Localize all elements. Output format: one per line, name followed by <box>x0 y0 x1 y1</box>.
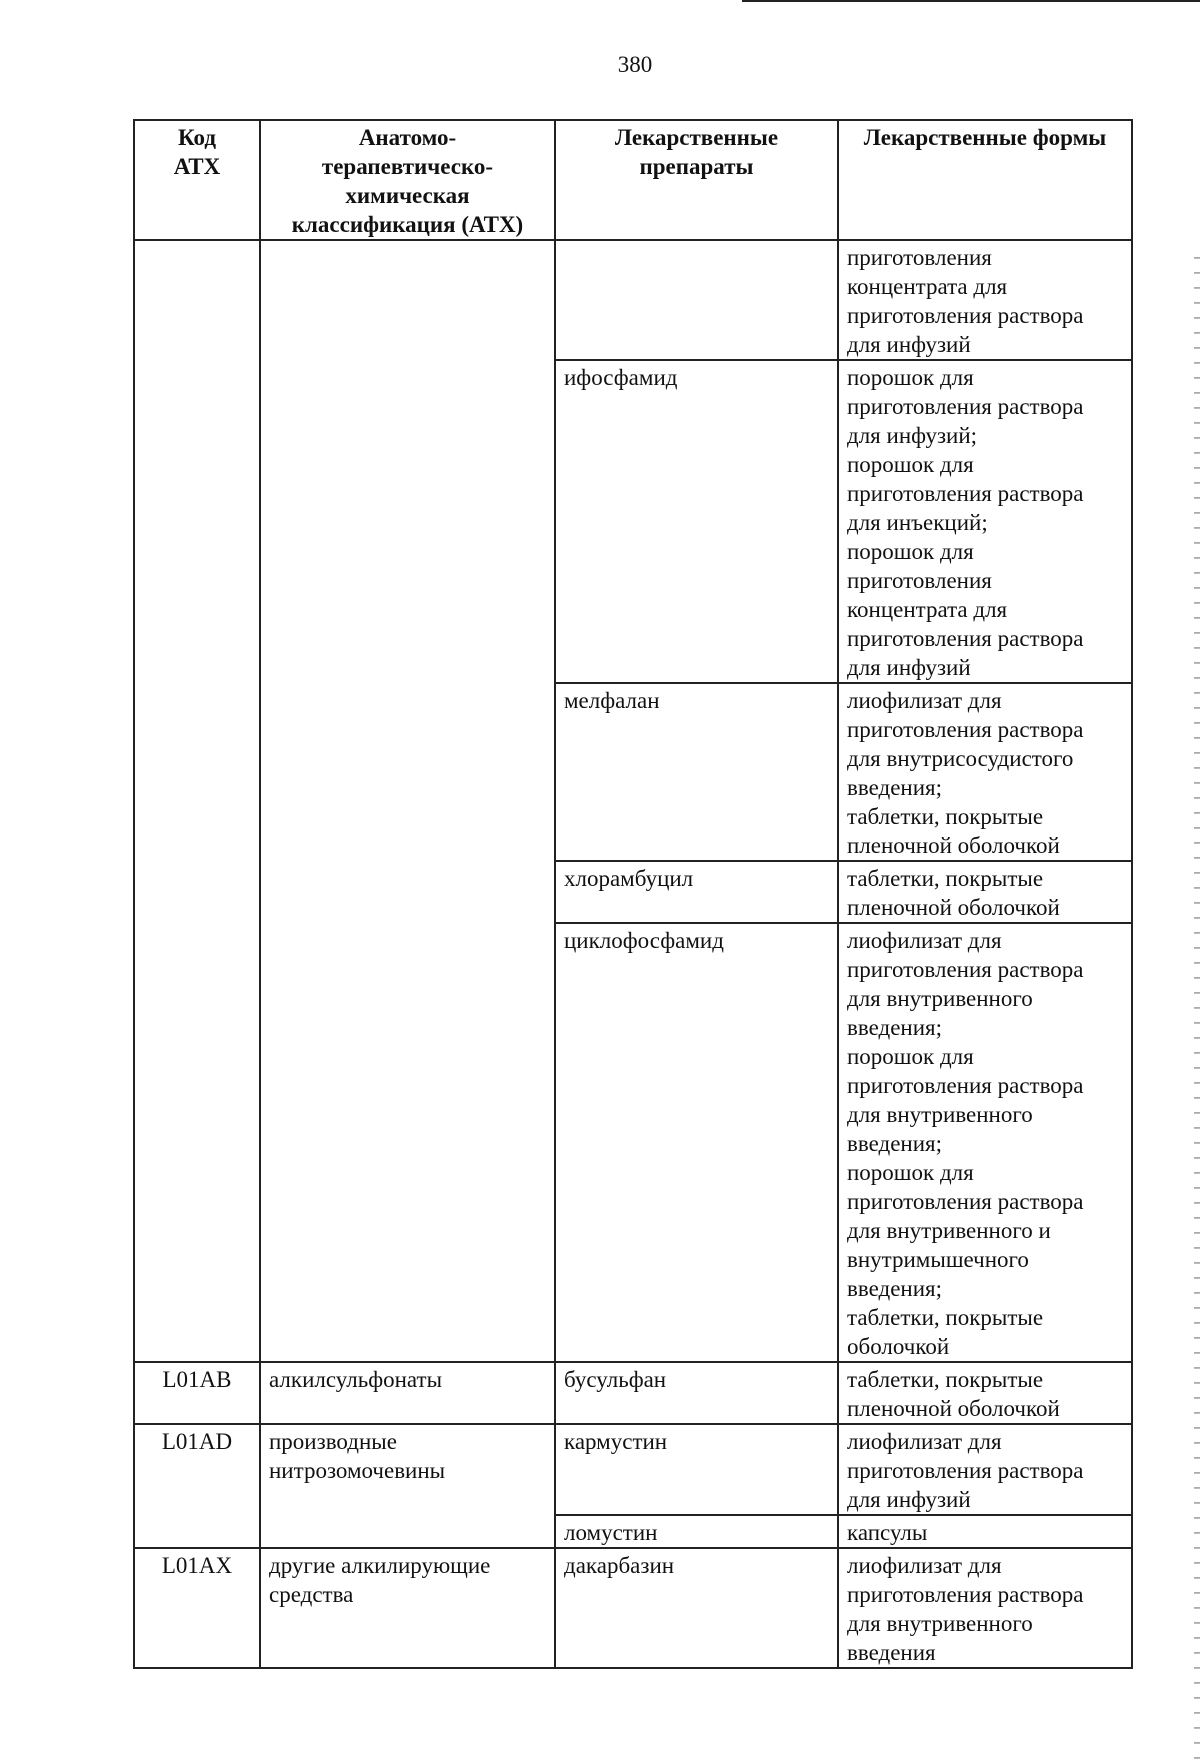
table-row <box>134 1424 1132 1515</box>
cell-drug: мелфалан <box>555 683 838 861</box>
cell-drug: кармустин <box>555 1424 838 1515</box>
table-header-row <box>134 120 1132 240</box>
cell-drug: дакарбазин <box>555 1548 838 1668</box>
cell-drug: ломустин <box>555 1515 838 1548</box>
cell-group <box>260 240 555 1362</box>
cell-forms: лиофилизат для приготовления раствора для внутривенного введения <box>838 1548 1132 1668</box>
header-forms: Лекарственные формы <box>838 120 1132 240</box>
cell-drug: бусульфан <box>555 1362 838 1424</box>
scan-edge-artifact <box>1194 250 1200 1760</box>
table-row <box>134 1362 1132 1424</box>
cell-forms: таблетки, покрытые пленочной оболочкой <box>838 861 1132 923</box>
cell-code: L01AD <box>134 1424 260 1548</box>
page-number: 380 <box>617 52 653 77</box>
cell-forms: лиофилизат для приготовления раствора для внутрисосудистого введения; таблетки, покрытые пленочной оболочкой <box>838 683 1132 861</box>
cell-group: другие алкилирующие средства <box>260 1548 555 1668</box>
table-row <box>134 240 1132 360</box>
cell-code <box>134 240 260 1362</box>
cell-drug: циклофосфамид <box>555 923 838 1362</box>
cell-forms: таблетки, покрытые пленочной оболочкой <box>838 1362 1132 1424</box>
cell-drug <box>555 240 838 360</box>
cell-group: производные нитрозомочевины <box>260 1424 555 1548</box>
header-drugs: Лекарственные препараты <box>555 120 838 240</box>
cell-forms: лиофилизат для приготовления раствора для инфузий <box>838 1424 1132 1515</box>
cell-forms: лиофилизат для приготовления раствора для внутривенного введения; порошок для приготовления раствора для внутривенного введения; порошок для приготовления раствора для внутривенного и внутримышечного введения; таблетки, покрытые оболочкой <box>838 923 1132 1362</box>
cell-code: L01AX <box>134 1548 260 1668</box>
table-row <box>134 1548 1132 1668</box>
cell-forms: порошок для приготовления раствора для инфузий; порошок для приготовления раствора для инъекций; порошок для приготовления концентрата для приготовления раствора для инфузий <box>838 360 1132 683</box>
header-code: Код АТХ <box>134 120 260 240</box>
cell-drug: хлорамбуцил <box>555 861 838 923</box>
cell-code: L01AB <box>134 1362 260 1424</box>
cell-drug: ифосфамид <box>555 360 838 683</box>
top-edge-rule <box>742 0 1200 2</box>
header-classification: Анатомо- терапевтическо- химическая классификация (АТХ) <box>260 120 555 240</box>
cell-forms: капсулы <box>838 1515 1132 1548</box>
cell-forms: приготовления концентрата для приготовления раствора для инфузий <box>838 240 1132 360</box>
atx-table <box>133 119 1133 1669</box>
cell-group: алкилсульфонаты <box>260 1362 555 1424</box>
